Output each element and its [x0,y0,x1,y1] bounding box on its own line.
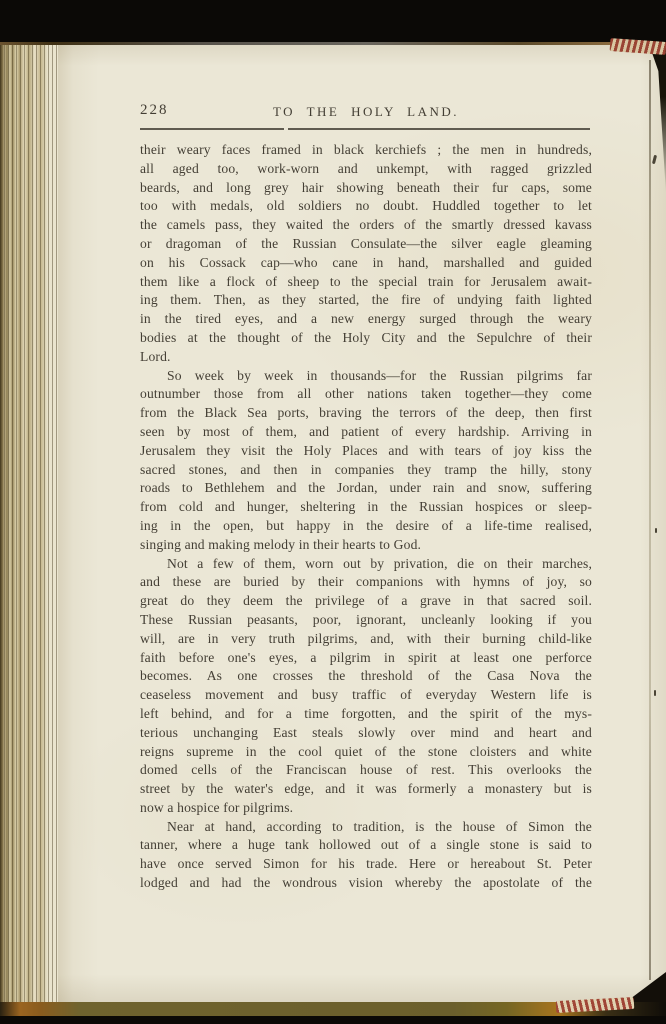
page-edges-stack [0,42,58,1008]
text-line: in the tired eyes, and a new energy surged through the weary [140,311,592,327]
text-line: street by the water's edge, and it was formerly a monastery but is [140,781,592,797]
text-line: Near at hand, according to tradition, is the house of Simon the [167,818,592,834]
text-line: Lord. [140,348,171,364]
text-line: These Russian peasants, poor, ignorant, uncleanly looking if you [140,611,592,627]
paragraph [140,367,592,555]
paragraph [140,141,592,367]
text-line: Jerusalem they visit the Holy Places and with tears of joy kiss the [140,442,592,458]
text-line: from cold and hunger, sheltering in the Russian hospices or sleep- [140,499,592,515]
paragraph [140,818,592,893]
text-line: ing them. Then, as they started, the fire of undying faith lighted [140,292,592,308]
text-line: left behind, and for a time forgotten, and the spirit of the mys- [140,705,592,721]
text-line: or dragoman of the Russian Consulate—the silver eagle gleaming [140,235,592,251]
text-line: lodged and had the wondrous vision whereby the apostolate of the [140,875,592,891]
text-line: great do they deem the privilege of a grave in that sacred soil. [140,593,592,609]
ink-speck [655,528,657,533]
text-line: faith before one's eyes, a pilgrim in spirit at least one perforce [140,649,592,665]
text-line: them like a flock of sheep to the special train for Jerusalem await- [140,273,592,289]
text-line: domed cells of the Franciscan house of rest. This overlooks the [140,762,592,778]
text-line: on his Cossack cap—who cane in hand, marshalled and guided [140,254,592,270]
scan-background-top [0,0,666,42]
text-line: ing in the open, but happy in the desire of a life-time realised, [140,517,592,533]
text-line: beards, and long grey hair showing beneath their fur caps, some [140,179,592,195]
text-line: reigns supreme in the cool quiet of the stone cloisters and white [140,743,592,759]
text-line: will, are in very truth pilgrims, and, with their burning child-like [140,630,592,646]
page-crease-right [649,60,651,980]
text-line: So week by week in thousands—for the Russian pilgrims far [167,367,592,383]
text-line: and these are buried by their companions with hymns of joy, so [140,574,592,590]
text-line: too with medals, old soldiers no doubt. Huddled together to let [140,198,592,214]
text-line: have once served Simon for his trade. Here or hereabout St. Peter [140,856,592,872]
text-line: becomes. As one crosses the threshold of the Casa Nova the [140,668,592,684]
text-line: the camels pass, they waited the orders of the smartly dressed kavass [140,217,592,233]
text-line: roads to Bethlehem and the Jordan, under rain and snow, suffering [140,480,592,496]
text-line: terious unchanging East steals slowly over mind and heart and [140,724,592,740]
text-line: bodies at the thought of the Holy City and the Sepulchre of their [140,329,592,345]
text-line: ceaseless movement and busy traffic of everyday Western life is [140,687,592,703]
running-title: TO THE HOLY LAND. [272,104,460,119]
text-line: seen by most of them, and patient of every hardship. Arriving in [140,423,592,439]
text-line: Not a few of them, worn out by privation, die on their marches, [167,555,592,571]
text-line: their weary faces framed in black kerchiefs ; the men in hundreds, [140,142,592,157]
page-number: 228 [140,102,169,118]
text-line: from the Black Sea ports, braving the terrors of the deep, then first [140,405,592,421]
text-line: all aged too, work-worn and unkempt, with ragged grizzled [140,160,592,176]
paragraph [140,555,592,818]
body-text [140,141,592,893]
header-rule-right [288,128,590,130]
text-line: outnumber those from all other nations taken together—they come [140,386,592,402]
text-line: now a hospice for pilgrims. [140,799,294,815]
scan-background-bottom [0,1016,666,1024]
text-line: tanner, where a huge tank hollowed out of a single stone is said to [140,837,592,853]
text-line: sacred stones, and then in companies they tramp the hilly, stony [140,461,592,477]
text-line: singing and making melody in their hearts to God. [140,536,422,552]
header-rule-left [140,128,284,130]
ink-speck [654,690,656,696]
